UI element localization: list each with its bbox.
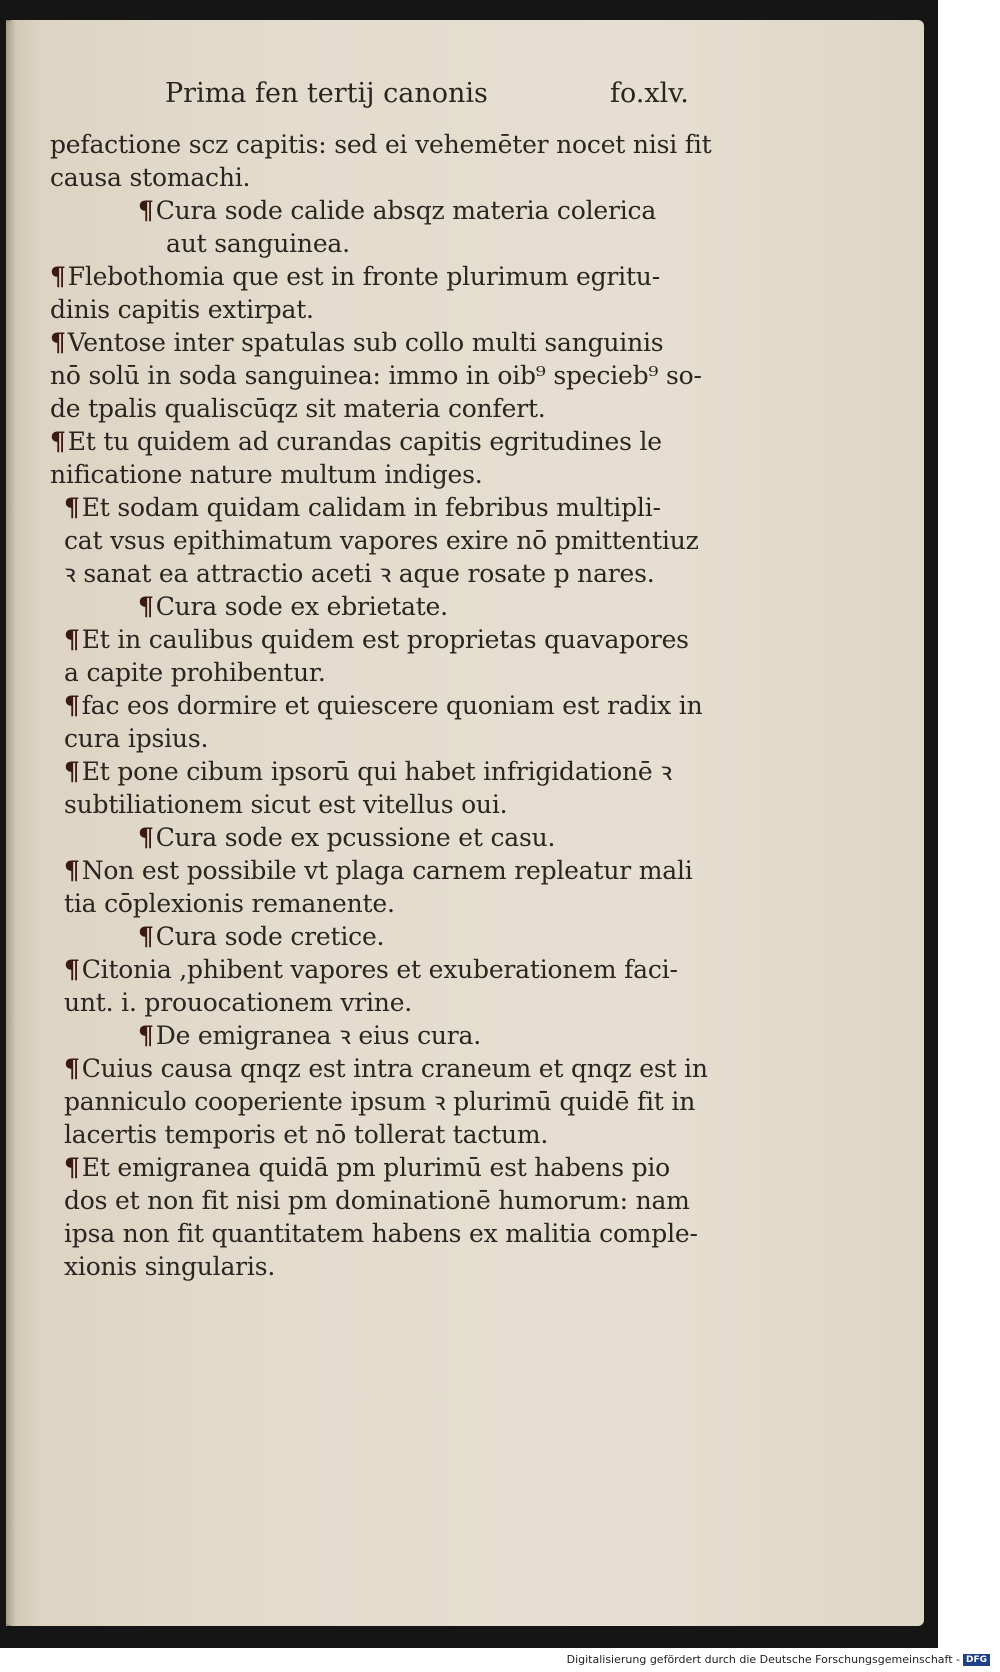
line-text: tia cōplexionis remanente.: [64, 889, 395, 918]
line-text: pefactione scz capitis: sed ei vehemēter nocet nisi fit: [50, 130, 712, 159]
line-text: unt. i. prouocationem vrine.: [64, 988, 413, 1017]
line-text: Cura sode calide absqz materia colerica: [155, 196, 657, 225]
line-text: de tpalis qualiscūqz sit materia confert.: [50, 394, 546, 423]
text-line: [50, 986, 830, 1019]
text-line: [50, 293, 830, 326]
line-text: Et sodam quidam calidam in febribus multipli-: [81, 493, 661, 522]
pilcrow-icon: ¶: [64, 625, 80, 654]
line-text: Cuius causa qnqz est intra craneum et qnqz est in: [81, 1054, 708, 1083]
paragraph-start: [50, 425, 830, 458]
line-text: fac eos dormire et quiescere quoniam est radix in: [81, 691, 703, 720]
page-gutter-shadow: [6, 20, 16, 1626]
paragraph-start: [50, 854, 830, 887]
text-line: [50, 722, 830, 755]
pilcrow-icon: ¶: [138, 196, 154, 225]
pilcrow-icon: ¶: [64, 757, 80, 786]
text-line: [50, 161, 830, 194]
pilcrow-icon: ¶: [64, 493, 80, 522]
line-text: a capite prohibentur.: [64, 658, 326, 687]
line-text: ipsa non fit quantitatem habens ex malitia comple-: [64, 1219, 698, 1248]
line-text: Et pone cibum ipsorū qui habet infrigidationē ꝛ: [81, 757, 672, 786]
line-text: nificatione nature multum indiges.: [50, 460, 483, 489]
paragraph-start: [50, 623, 830, 656]
text-line: [50, 1184, 830, 1217]
paragraph-start: [50, 1052, 830, 1085]
pilcrow-icon: ¶: [138, 922, 154, 951]
pilcrow-icon: ¶: [50, 328, 66, 357]
line-text: Et emigranea quidā pm plurimū est habens pio: [81, 1153, 671, 1182]
text-line: [50, 656, 830, 689]
folio-number: fo.xlv.: [610, 78, 689, 109]
line-text: xionis singularis.: [64, 1252, 276, 1281]
pilcrow-icon: ¶: [64, 1153, 80, 1182]
text-line: [50, 128, 830, 161]
line-text: cura ipsius.: [64, 724, 209, 753]
line-text: Cura sode ex ebrietate.: [155, 592, 448, 621]
pilcrow-icon: ¶: [64, 1054, 80, 1083]
pilcrow-icon: ¶: [50, 262, 66, 291]
line-text: Cura sode ex pcussione et casu.: [155, 823, 556, 852]
section-heading: [50, 821, 830, 854]
line-text: subtiliationem sicut est vitellus oui.: [64, 790, 508, 819]
line-text: De emigranea ꝛ eius cura.: [155, 1021, 481, 1050]
pilcrow-icon: ¶: [138, 592, 154, 621]
text-line: [50, 1118, 830, 1151]
section-heading: [50, 920, 830, 953]
funding-credit-text: Digitalisierung gefördert durch die Deutsche Forschungsgemeinschaft -: [566, 1653, 960, 1666]
text-line: [50, 524, 830, 557]
text-line: [50, 557, 830, 590]
text-line: [50, 458, 830, 491]
text-line: [50, 887, 830, 920]
running-title: Prima fen tertij canonis: [165, 78, 488, 109]
section-heading: [50, 590, 830, 623]
line-text: Cura sode cretice.: [155, 922, 385, 951]
line-text: aut sanguinea.: [166, 229, 350, 258]
pilcrow-icon: ¶: [138, 1021, 154, 1050]
text-block: [50, 128, 830, 1283]
text-line: [50, 392, 830, 425]
paragraph-start: [50, 689, 830, 722]
text-line: [50, 1217, 830, 1250]
section-heading: [50, 1019, 830, 1052]
section-heading: [50, 194, 830, 227]
line-text: Et in caulibus quidem est proprietas quavapores: [81, 625, 689, 654]
line-text: causa stomachi.: [50, 163, 251, 192]
line-text: lacertis temporis et nō tollerat tactum.: [64, 1120, 549, 1149]
digitization-footer: [0, 1648, 1000, 1672]
paragraph-start: [50, 953, 830, 986]
paragraph-start: [50, 260, 830, 293]
pilcrow-icon: ¶: [64, 955, 80, 984]
line-text: cat vsus epithimatum vapores exire nō pmittentiuz: [64, 526, 699, 555]
text-line: [50, 359, 830, 392]
line-text: Ventose inter spatulas sub collo multi sanguinis: [67, 328, 664, 357]
text-line: [50, 227, 830, 260]
text-line: [50, 1250, 830, 1283]
pilcrow-icon: ¶: [64, 856, 80, 885]
line-text: Citonia ,phibent vapores et exuberationem faci-: [81, 955, 678, 984]
line-text: Flebothomia que est in fronte plurimum egritu-: [67, 262, 660, 291]
dfg-logo: DFG: [963, 1654, 990, 1666]
line-text: dinis capitis extirpat.: [50, 295, 314, 324]
pilcrow-icon: ¶: [64, 691, 80, 720]
line-text: ꝛ sanat ea attractio aceti ꝛ aque rosate p nares.: [64, 559, 655, 588]
text-line: [50, 1085, 830, 1118]
funding-credit: [567, 1653, 990, 1666]
paragraph-start: [50, 755, 830, 788]
line-text: Et tu quidem ad curandas capitis egritudines le: [67, 427, 662, 456]
paragraph-start: [50, 491, 830, 524]
line-text: dos et non fit nisi pm dominationē humorum: nam: [64, 1186, 690, 1215]
text-line: [50, 788, 830, 821]
paragraph-start: [50, 326, 830, 359]
paragraph-start: [50, 1151, 830, 1184]
line-text: panniculo cooperiente ipsum ꝛ plurimū quidē fit in: [64, 1087, 696, 1116]
pilcrow-icon: ¶: [138, 823, 154, 852]
running-header: [165, 72, 725, 120]
line-text: Non est possibile vt plaga carnem repleatur mali: [81, 856, 693, 885]
line-text: nō solū in soda sanguinea: immo in oib⁹ specieb⁹ so-: [50, 361, 702, 390]
pilcrow-icon: ¶: [50, 427, 66, 456]
